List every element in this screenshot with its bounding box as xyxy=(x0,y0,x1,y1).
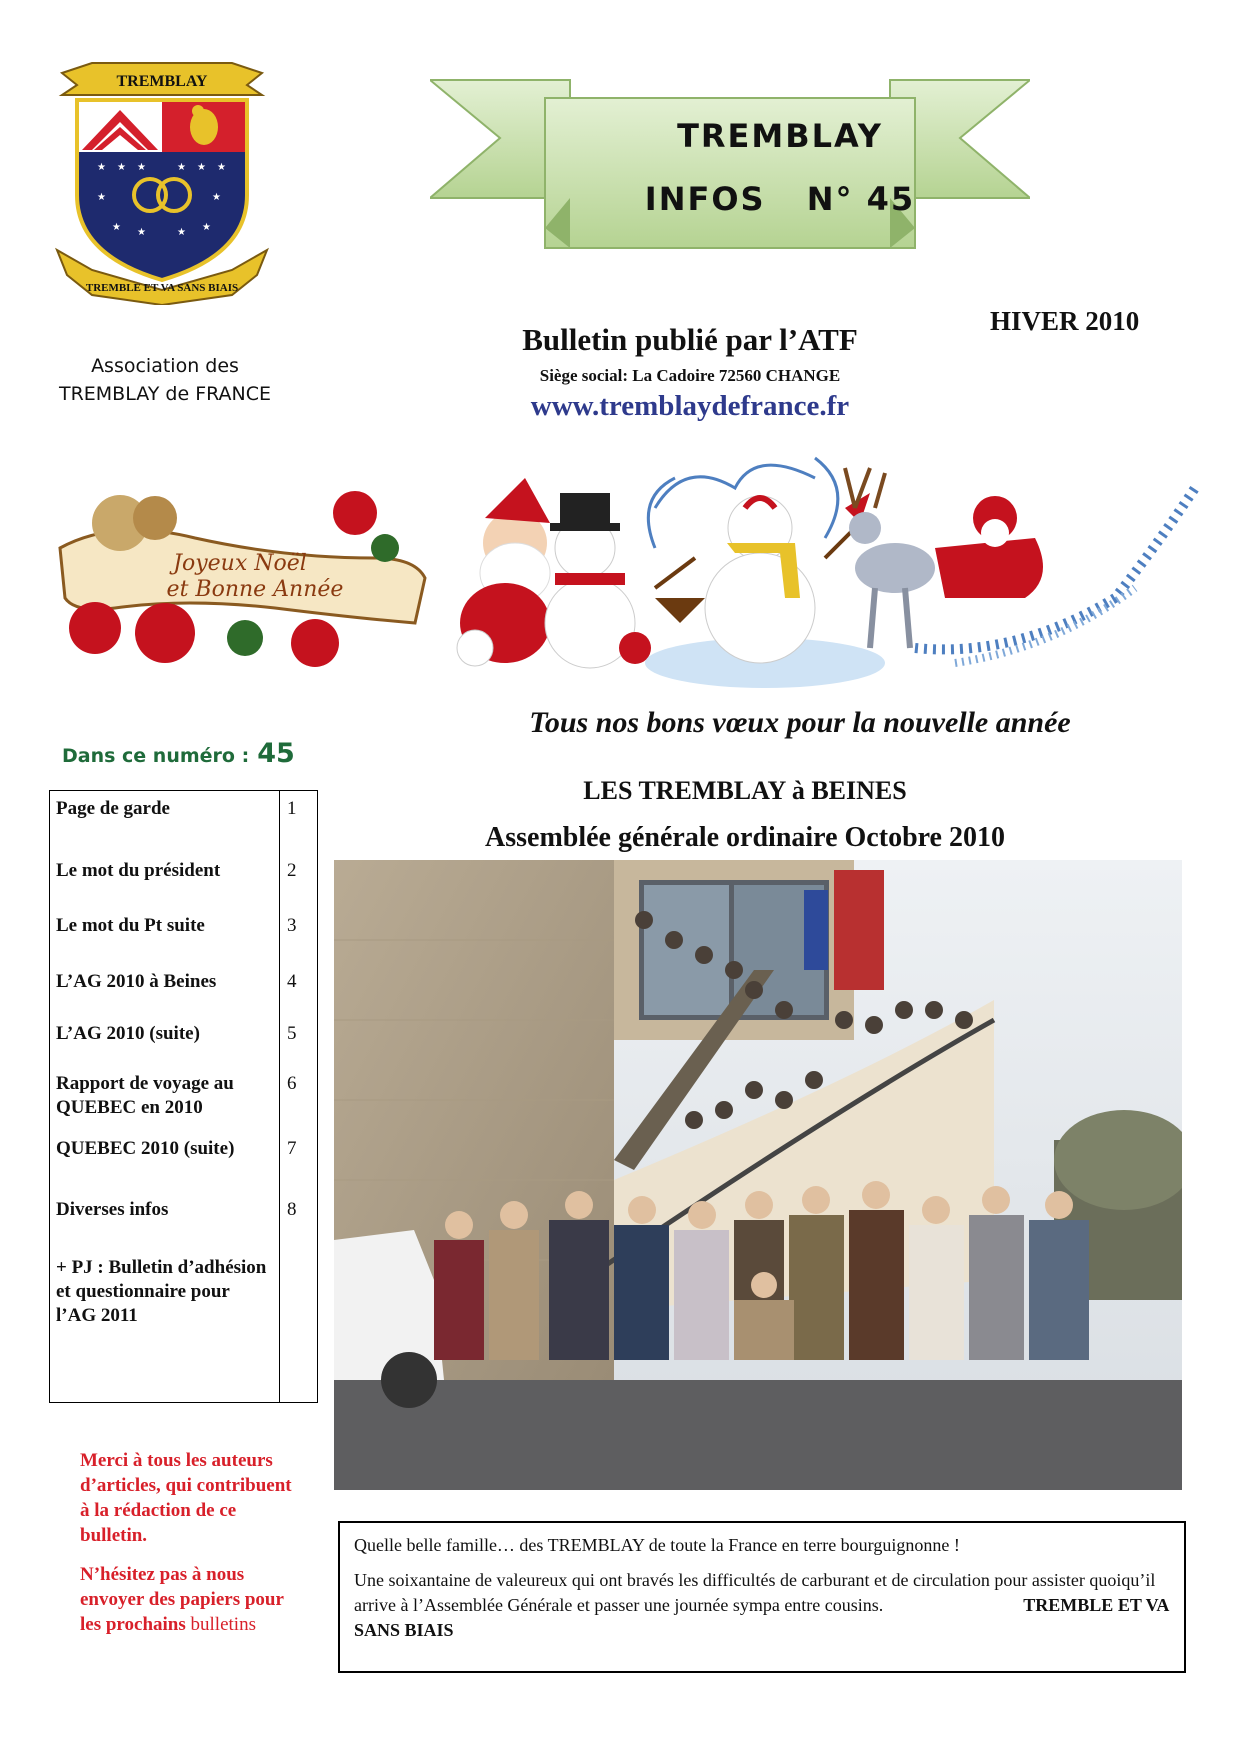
thanks-paragraph-2-plain: bulletins xyxy=(185,1614,256,1635)
toc-page: 2 xyxy=(280,853,318,908)
toc-page xyxy=(280,1250,318,1402)
svg-text:★: ★ xyxy=(97,192,106,203)
svg-text:★: ★ xyxy=(137,227,146,238)
toc-label: L’AG 2010 à Beines xyxy=(56,971,217,992)
new-year-greeting: Tous nos bons vœux pour la nouvelle année xyxy=(529,706,1071,739)
toc-row xyxy=(50,908,317,964)
season-label: HIVER 2010 xyxy=(990,306,1140,336)
coat-of-arms-logo xyxy=(52,55,272,305)
svg-text:★: ★ xyxy=(177,227,186,238)
santa-snowman-illustration xyxy=(457,478,651,668)
caption-line1: Quelle belle famille… des TREMBLAY de toute la France en terre bourguignonne ! xyxy=(354,1535,960,1555)
toc-label: Page de garde xyxy=(56,798,170,819)
toc-page: 6 xyxy=(280,1066,318,1131)
toc-page: 3 xyxy=(280,908,318,964)
toc-page: 5 xyxy=(280,1016,318,1066)
svg-text:★: ★ xyxy=(217,162,226,173)
thanks-paragraph-2-bold: N’hésitez pas à nous envoyer des papiers pour les prochains xyxy=(80,1564,284,1635)
thanks-paragraph-1: Merci à tous les auteurs d’articles, qui contribuent à la rédaction de ce bulletin. xyxy=(80,1450,292,1546)
caption-motto: TREMBLE ET VA SANS BIAIS xyxy=(354,1595,1169,1640)
table-of-contents xyxy=(49,790,318,1403)
toc-row xyxy=(50,1131,317,1192)
association-name xyxy=(30,352,300,408)
svg-text:★: ★ xyxy=(112,222,121,233)
toc-page: 7 xyxy=(280,1131,318,1192)
toc-page: 1 xyxy=(280,791,318,853)
svg-text:★: ★ xyxy=(137,162,146,173)
caption-line2 xyxy=(354,1568,1170,1643)
scroll-text-line1: Joyeux Noël xyxy=(173,551,307,576)
toc-row xyxy=(50,1066,317,1131)
toc-label: + PJ : Bulletin d’adhésion et questionnaire pour l’AG 2011 xyxy=(56,1257,267,1326)
toc-row xyxy=(50,853,317,908)
article-subheading: Assemblée générale ordinaire Octobre 2010 xyxy=(485,822,1005,853)
bulletin-number: N° 45 xyxy=(806,180,916,218)
toc-label: L’AG 2010 (suite) xyxy=(56,1023,200,1044)
scroll-text-line2: et Bonne Année xyxy=(166,577,344,602)
photo-caption-box xyxy=(338,1521,1186,1673)
crest-top-text: TREMBLAY xyxy=(116,73,208,90)
association-line1: Association des xyxy=(91,355,239,377)
article-heading: LES TREMBLAY à BEINES xyxy=(583,776,907,805)
toc-page: 8 xyxy=(280,1192,318,1250)
title-ribbon-banner xyxy=(430,78,1030,258)
toc-heading-label: Dans ce numéro : xyxy=(62,745,250,767)
thanks-paragraph-2 xyxy=(80,1562,300,1637)
svg-text:★: ★ xyxy=(202,222,211,233)
bulletin-title: TREMBLAY xyxy=(677,117,883,155)
toc-label: Le mot du Pt suite xyxy=(56,915,205,936)
thanks-note xyxy=(80,1448,300,1651)
group-photo xyxy=(334,860,1182,1490)
toc-page: 4 xyxy=(280,964,318,1016)
toc-label: Rapport de voyage au QUEBEC en 2010 xyxy=(56,1073,234,1118)
toc-label: QUEBEC 2010 (suite) xyxy=(56,1138,235,1159)
bulletin-infos: INFOS xyxy=(644,180,766,218)
svg-text:★: ★ xyxy=(117,162,126,173)
bulletin-issue xyxy=(600,180,960,218)
crest-motto-text: TREMBLE ET VA SANS BIAIS xyxy=(85,282,239,294)
website-link[interactable]: www.tremblaydefrance.fr xyxy=(530,390,850,422)
publisher-line: Bulletin publié par l’ATF xyxy=(522,322,858,357)
toc-heading xyxy=(62,738,295,769)
headquarters-line: Siège social: La Cadoire 72560 CHANGE xyxy=(539,366,841,385)
holiday-illustrations xyxy=(55,448,1205,693)
toc-heading-number: 45 xyxy=(257,738,295,769)
toc-row xyxy=(50,791,317,853)
snowman-illustration xyxy=(645,458,885,688)
association-line2: TREMBLAY de FRANCE xyxy=(58,383,272,405)
toc-label: Le mot du président xyxy=(56,860,221,881)
svg-text:★: ★ xyxy=(97,162,106,173)
svg-text:★: ★ xyxy=(212,192,221,203)
svg-text:★: ★ xyxy=(177,162,186,173)
joyeux-noel-scroll xyxy=(60,491,425,667)
toc-label: Diverses infos xyxy=(56,1199,169,1220)
toc-row xyxy=(50,964,317,1016)
toc-row xyxy=(50,1250,317,1402)
santa-sleigh-illustration xyxy=(845,468,1195,663)
toc-row xyxy=(50,1192,317,1250)
toc-row xyxy=(50,1016,317,1066)
caption-body: Une soixantaine de valeureux qui ont bravés les difficultés de carburant et de circulation pour assister quoiqu’il arrive à l’Assemblée Générale et passer une journée sympa entre cousins. xyxy=(354,1570,1156,1615)
svg-text:★: ★ xyxy=(197,162,206,173)
